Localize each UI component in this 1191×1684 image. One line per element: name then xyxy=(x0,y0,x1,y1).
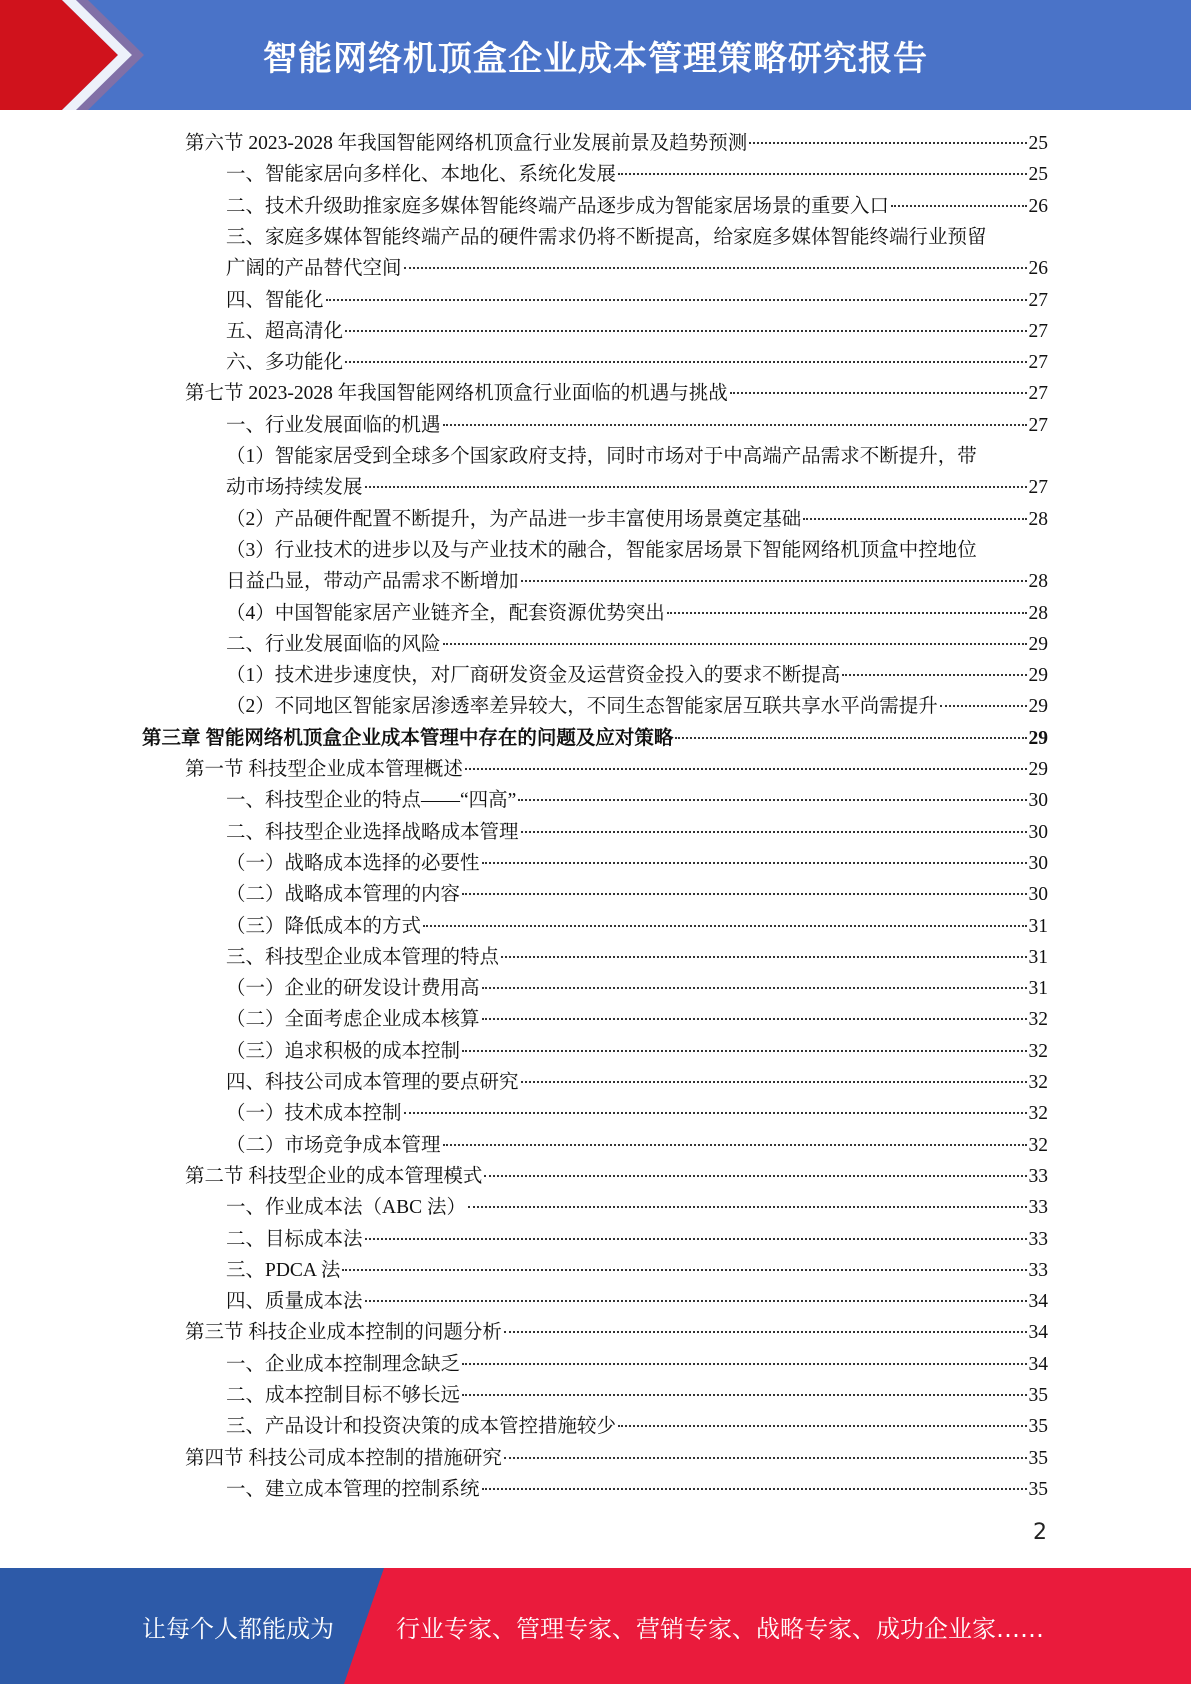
toc-dot-leader xyxy=(521,1081,1027,1083)
toc-entry[interactable] xyxy=(226,504,1048,535)
toc-entry-text: 一、作业成本法（ABC 法） xyxy=(226,1197,466,1219)
toc-entry[interactable] xyxy=(226,879,1048,910)
toc-entry-text: 一、建立成本管理的控制系统 xyxy=(226,1478,480,1500)
toc-entry-text: 二、行业发展面临的风险 xyxy=(226,633,441,655)
toc-entry[interactable] xyxy=(226,1130,1048,1161)
toc-entry[interactable] xyxy=(226,566,1048,597)
toc-entry[interactable] xyxy=(226,1098,1048,1129)
toc-entry-text: 四、质量成本法 xyxy=(226,1291,363,1313)
toc-dot-leader xyxy=(730,392,1027,394)
toc-entry[interactable] xyxy=(226,410,1048,441)
toc-entry-text: 二、技术升级助推家庭多媒体智能终端产品逐步成为智能家居场景的重要入口 xyxy=(226,195,890,217)
toc-page-number: 33 xyxy=(1028,1165,1048,1187)
toc-page-number: 34 xyxy=(1028,1322,1048,1344)
toc-entry[interactable] xyxy=(226,1004,1048,1035)
toc-entry[interactable] xyxy=(226,1349,1048,1380)
toc-dot-leader xyxy=(501,956,1026,958)
toc-entry[interactable] xyxy=(226,848,1048,879)
toc-page-number: 30 xyxy=(1028,884,1048,906)
toc-entry-text: （一）战略成本选择的必要性 xyxy=(226,852,480,874)
toc-page-number: 30 xyxy=(1028,790,1048,812)
toc-entry[interactable] xyxy=(226,598,1048,629)
toc-page-number: 28 xyxy=(1028,571,1048,593)
toc-entry[interactable] xyxy=(226,1224,1048,1255)
toc-page-number: 29 xyxy=(1028,633,1048,655)
toc-entry-text: （一）企业的研发设计费用高 xyxy=(226,978,480,1000)
toc-dot-leader xyxy=(342,1269,1026,1271)
toc-page-number: 31 xyxy=(1028,978,1048,1000)
toc-page-number: 27 xyxy=(1028,383,1048,405)
toc-dot-leader xyxy=(404,267,1027,269)
toc-dot-leader xyxy=(667,612,1027,614)
toc-entry-text: 第三节 科技企业成本控制的问题分析 xyxy=(185,1322,502,1344)
toc-dot-leader xyxy=(443,424,1027,426)
toc-entry-text: 动市场持续发展 xyxy=(226,477,363,499)
toc-entry-text: 二、科技型企业选择战略成本管理 xyxy=(226,821,519,843)
toc-dot-leader xyxy=(462,1394,1026,1396)
toc-dot-leader xyxy=(504,1457,1027,1459)
toc-entry[interactable] xyxy=(226,942,1048,973)
toc-entry-text: 第一节 科技型企业成本管理概述 xyxy=(185,759,463,780)
toc-dot-leader xyxy=(803,518,1026,520)
toc-page-number: 29 xyxy=(1028,696,1048,718)
toc-entry-text: 第三章 智能网络机顶盒企业成本管理中存在的问题及应对策略 xyxy=(142,727,674,749)
toc-entry-text: 二、成本控制目标不够长远 xyxy=(226,1385,461,1406)
toc-dot-leader xyxy=(326,299,1027,301)
toc-dot-leader xyxy=(521,831,1027,833)
toc-entry-text: 三、家庭多媒体智能终端产品的硬件需求仍将不断提高，给家庭多媒体智能终端行业预留 xyxy=(226,226,987,248)
toc-entry-text: 三、科技型企业成本管理的特点 xyxy=(226,946,500,968)
toc-dot-leader xyxy=(482,862,1027,864)
toc-dot-leader xyxy=(345,361,1026,363)
toc-page-number: 25 xyxy=(1028,164,1048,186)
toc-entry[interactable] xyxy=(226,222,1048,253)
toc-entry-text: 三、产品设计和投资决策的成本管控措施较少 xyxy=(226,1416,617,1438)
toc-page-number: 25 xyxy=(1028,133,1048,154)
toc-entry[interactable] xyxy=(185,1161,1048,1192)
toc-dot-leader xyxy=(365,486,1027,488)
toc-entry[interactable] xyxy=(226,441,1048,472)
toc-entry-text: （二）市场竞争成本管理 xyxy=(226,1134,441,1156)
toc-dot-leader xyxy=(482,1488,1027,1490)
toc-entry[interactable] xyxy=(185,128,1048,159)
toc-page-number: 30 xyxy=(1028,821,1048,843)
toc-entry[interactable] xyxy=(226,347,1048,378)
toc-page-number: 32 xyxy=(1028,1009,1048,1031)
toc-entry-text: （2）不同地区智能家居渗透率差异较大，不同生态智能家居互联共享水平尚需提升 xyxy=(226,696,938,718)
footer-slogan-right: 行业专家、管理专家、营销专家、战略专家、成功企业家…… xyxy=(396,1614,1044,1643)
toc-dot-leader xyxy=(345,330,1026,332)
toc-entry[interactable] xyxy=(226,535,1048,566)
toc-entry-text: 五、超高清化 xyxy=(226,320,344,342)
toc-page-number: 35 xyxy=(1028,1385,1048,1406)
toc-entry-text: （二）战略成本管理的内容 xyxy=(226,884,461,906)
toc-page-number: 26 xyxy=(1028,258,1048,280)
toc-dot-leader xyxy=(891,205,1026,207)
toc-entry[interactable] xyxy=(142,723,1048,754)
toc-dot-leader xyxy=(618,173,1026,175)
toc-dot-leader xyxy=(443,643,1027,645)
toc-dot-leader xyxy=(462,1363,1026,1365)
toc-page-number: 35 xyxy=(1028,1478,1048,1500)
toc-entry-text: （一）技术成本控制 xyxy=(226,1103,402,1125)
toc-entry[interactable] xyxy=(226,191,1048,222)
toc-entry[interactable] xyxy=(185,378,1048,409)
toc-dot-leader xyxy=(443,1144,1027,1146)
toc-dot-leader xyxy=(749,142,1026,144)
toc-page-number: 27 xyxy=(1028,414,1048,436)
toc-entry-text: 四、智能化 xyxy=(226,289,324,311)
toc-dot-leader xyxy=(365,1238,1027,1240)
toc-dot-leader xyxy=(504,1331,1027,1333)
toc-page-number: 27 xyxy=(1028,352,1048,374)
toc-entry[interactable] xyxy=(185,754,1048,785)
header-band xyxy=(0,0,1191,110)
toc-page-number: 35 xyxy=(1028,1447,1048,1469)
toc-dot-leader xyxy=(482,987,1027,989)
toc-page-number: 33 xyxy=(1028,1259,1048,1281)
toc-entry-text: （2）产品硬件配置不断提升，为产品进一步丰富使用场景奠定基础 xyxy=(226,508,802,530)
toc-entry[interactable] xyxy=(226,472,1048,503)
toc-dot-leader xyxy=(618,1425,1026,1427)
toc-dot-leader xyxy=(404,1112,1027,1114)
toc-entry[interactable] xyxy=(185,1443,1048,1474)
toc-page-number: 34 xyxy=(1028,1291,1048,1313)
toc-entry[interactable] xyxy=(226,285,1048,316)
toc-page-number: 32 xyxy=(1028,1040,1048,1062)
toc-page-number: 27 xyxy=(1028,320,1048,342)
toc-page-number: 33 xyxy=(1028,1228,1048,1250)
toc-dot-leader xyxy=(518,799,1026,801)
toc-entry-text: 一、科技型企业的特点——“四高” xyxy=(226,790,517,812)
toc-entry-text: 二、目标成本法 xyxy=(226,1228,363,1250)
toc-entry[interactable] xyxy=(226,1255,1048,1286)
toc-page-number: 31 xyxy=(1028,946,1048,968)
toc-page-number: 32 xyxy=(1028,1134,1048,1156)
toc-entry-text: 日益凸显，带动产品需求不断增加 xyxy=(226,571,519,593)
toc-entry-text: （二）全面考虑企业成本核算 xyxy=(226,1009,480,1031)
toc-entry[interactable] xyxy=(226,911,1048,942)
toc-page-number: 28 xyxy=(1028,508,1048,530)
toc-dot-leader xyxy=(482,1018,1027,1020)
page-number: 2 xyxy=(1033,1520,1047,1545)
toc-entry[interactable] xyxy=(226,159,1048,190)
toc-dot-leader xyxy=(842,674,1026,676)
toc-entry[interactable] xyxy=(226,1067,1048,1098)
toc-dot-leader xyxy=(462,893,1026,895)
toc-entry[interactable] xyxy=(226,316,1048,347)
toc-dot-leader xyxy=(675,737,1026,739)
toc-page-number: 32 xyxy=(1028,1103,1048,1125)
toc-entry-text: 第四节 科技公司成本控制的措施研究 xyxy=(185,1447,502,1469)
toc-entry[interactable] xyxy=(226,1286,1048,1317)
toc-entry-text: 第六节 2023-2028 年我国智能网络机顶盒行业发展前景及趋势预测 xyxy=(185,133,748,154)
toc-dot-leader xyxy=(484,1175,1026,1177)
toc-entry-text: 四、科技公司成本管理的要点研究 xyxy=(226,1072,519,1093)
toc-entry-text: 广阔的产品替代空间 xyxy=(226,258,402,280)
toc-page-number: 31 xyxy=(1028,915,1048,937)
toc-entry-text: 一、企业成本控制理念缺乏 xyxy=(226,1353,461,1375)
toc-entry[interactable] xyxy=(226,785,1048,816)
toc-page-number: 34 xyxy=(1028,1353,1048,1375)
report-title: 智能网络机顶盒企业成本管理策略研究报告 xyxy=(263,38,928,79)
header-arrow-decoration xyxy=(0,0,160,110)
toc-page-number: 26 xyxy=(1028,195,1048,217)
toc-entry[interactable] xyxy=(185,1317,1048,1348)
toc-entry-text: （4）中国智能家居产业链齐全，配套资源优势突出 xyxy=(226,602,665,624)
toc-entry[interactable] xyxy=(226,817,1048,848)
toc-dot-leader xyxy=(462,1050,1026,1052)
toc-entry[interactable] xyxy=(226,629,1048,660)
toc-page-number: 33 xyxy=(1028,1197,1048,1219)
toc-entry[interactable] xyxy=(226,660,1048,691)
toc-page-number: 29 xyxy=(1028,727,1048,749)
toc-entry-text: （三）追求积极的成本控制 xyxy=(226,1040,461,1062)
toc-page-number: 29 xyxy=(1028,665,1048,687)
toc-dot-leader xyxy=(365,1300,1027,1302)
toc-page-number: 29 xyxy=(1028,759,1048,780)
footer-band xyxy=(0,1568,1191,1684)
toc-entry-text: 三、PDCA 法 xyxy=(226,1259,341,1281)
toc-page-number: 32 xyxy=(1028,1072,1048,1093)
toc-entry-text: 第二节 科技型企业的成本管理模式 xyxy=(185,1165,483,1187)
toc-entry[interactable] xyxy=(226,253,1048,284)
toc-dot-leader xyxy=(521,580,1027,582)
toc-page-number: 30 xyxy=(1028,852,1048,874)
toc-dot-leader xyxy=(468,1206,1027,1208)
toc-entry-text: （三）降低成本的方式 xyxy=(226,915,422,937)
footer-slogan-left: 让每个人都能成为 xyxy=(142,1614,334,1643)
toc-entry-text: （1）智能家居受到全球多个国家政府支持，同时市场对于中高端产品需求不断提升，带 xyxy=(226,446,977,467)
toc-entry-text: 六、多功能化 xyxy=(226,352,344,374)
toc-entry-text: （3）行业技术的进步以及与产业技术的融合，智能家居场景下智能网络机顶盒中控地位 xyxy=(226,539,977,561)
toc-page-number: 35 xyxy=(1028,1416,1048,1438)
toc-page-number: 28 xyxy=(1028,602,1048,624)
toc-dot-leader xyxy=(423,925,1026,927)
toc-entry[interactable] xyxy=(226,1380,1048,1411)
toc-page-number: 27 xyxy=(1028,289,1048,311)
toc-entry[interactable] xyxy=(226,1474,1048,1505)
toc-page-number: 27 xyxy=(1028,477,1048,499)
toc-entry-text: 第七节 2023-2028 年我国智能网络机顶盒行业面临的机遇与挑战 xyxy=(185,383,728,405)
toc-entry[interactable] xyxy=(226,691,1048,722)
toc-dot-leader xyxy=(940,705,1027,707)
toc-entry[interactable] xyxy=(226,1411,1048,1442)
toc-entry-text: 一、智能家居向多样化、本地化、系统化发展 xyxy=(226,164,617,186)
toc-dot-leader xyxy=(465,768,1027,770)
toc-entry-text: （1）技术进步速度快，对厂商研发资金及运营资金投入的要求不断提高 xyxy=(226,665,841,687)
toc-entry[interactable] xyxy=(226,1036,1048,1067)
toc-entry[interactable] xyxy=(226,1192,1048,1223)
toc-entry-text: 一、行业发展面临的机遇 xyxy=(226,414,441,436)
toc-entry[interactable] xyxy=(226,973,1048,1004)
